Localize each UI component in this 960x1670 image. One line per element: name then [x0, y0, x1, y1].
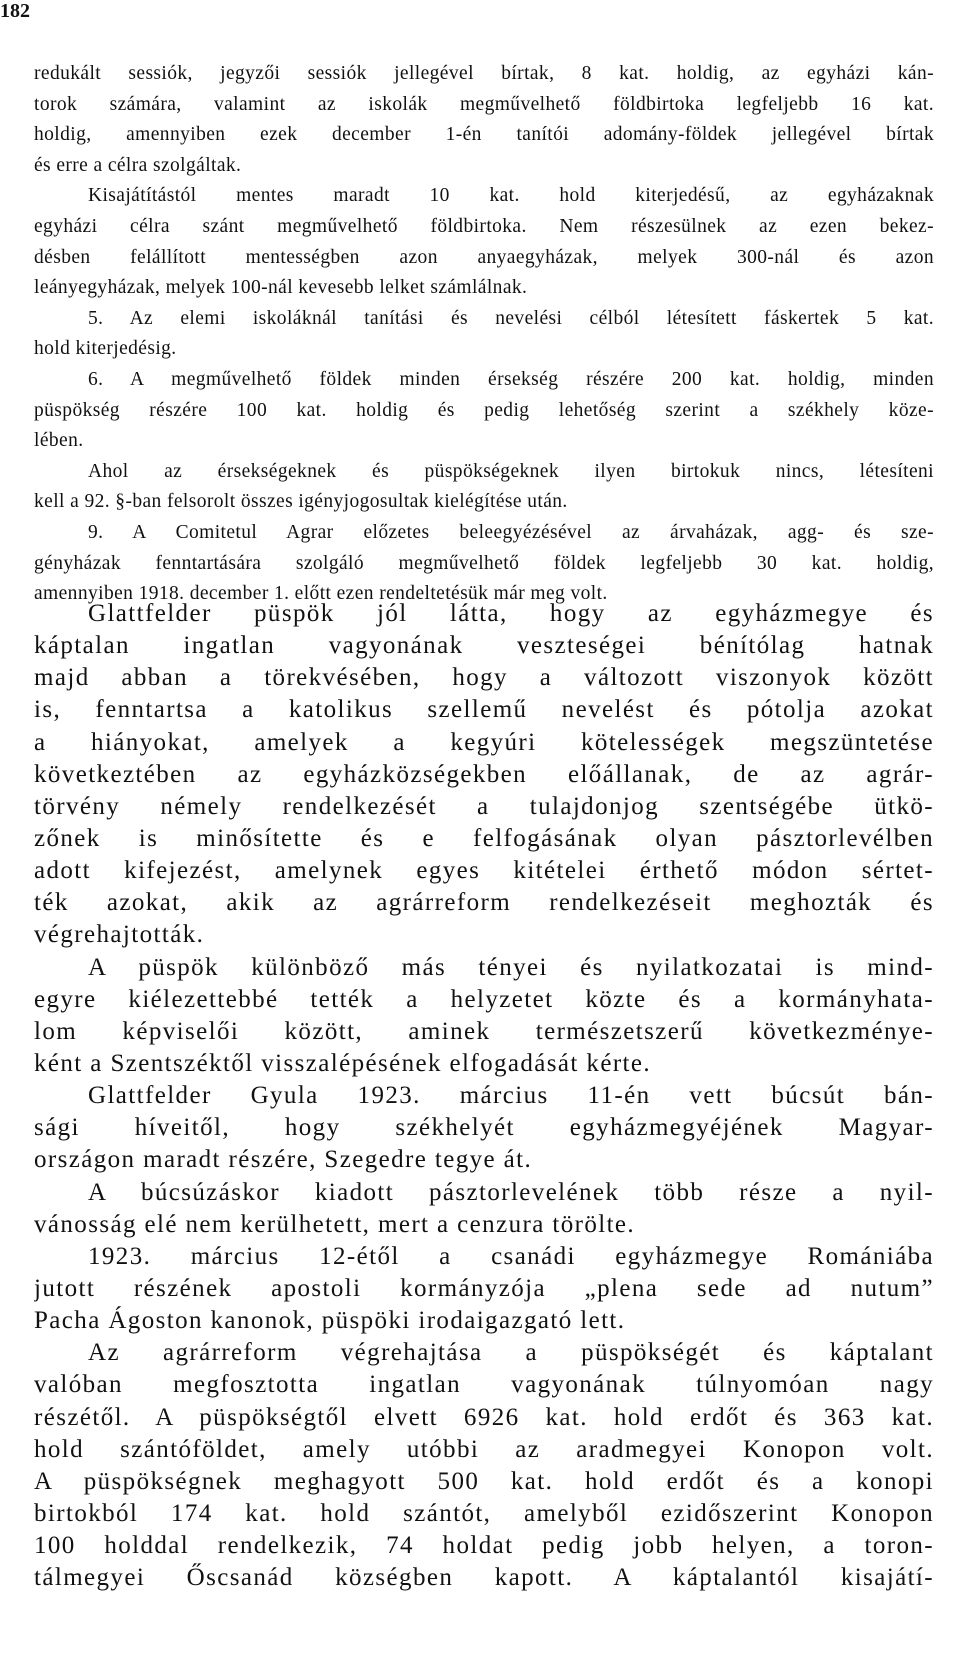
text-line: is, fenntartsa a katolikus szellemű nevelést és pótolja azokat: [34, 696, 934, 724]
text-line: amennyiben 1918. december 1. előtt ezen rendeltetésük már meg volt.: [34, 583, 608, 605]
text-line: Glattfelder Gyula 1923. március 11-én vett búcsút bán-: [88, 1082, 934, 1110]
text-line: káptalan ingatlan vagyonának veszteségei bénítólag hatnak: [34, 632, 934, 660]
text-line: A püspök különböző más tényei és nyilatkozatai is mind-: [88, 953, 934, 981]
text-line: zőnek is minősítette és e felfogásának olyan pásztorlevélben: [34, 824, 934, 852]
text-line: 5. Az elemi iskoláknál tanítási és nevelési célból létesített fáskertek 5 kat.: [88, 307, 934, 329]
text-line: egyre kiélezettebbé tették a helyzetet közte és a kormányhata-: [34, 985, 934, 1013]
text-line: valóban megfosztotta ingatlan vagyonának túlnyomóan nagy: [34, 1371, 934, 1399]
text-line: vánosság elé nem kerülhetett, mert a cenzura törölte.: [34, 1210, 636, 1238]
text-line: holdig, amennyiben ezek december 1-én tanítói adomány-földek jellegével bírtak: [34, 124, 934, 146]
text-line: lében.: [34, 430, 84, 452]
text-line: lom képviselői között, aminek természetszerű következménye-: [34, 1017, 934, 1045]
text-line: ték azokat, akik az agrárreform rendelkezéseit meghozták és: [34, 889, 934, 917]
text-line: 1923. március 12-étől a csanádi egyházmegye Romániába: [88, 1242, 934, 1270]
text-line: leányegyházak, melyek 100-nál kevesebb lelket számlálnak.: [34, 277, 528, 299]
text-line: ként a Szentszéktől visszalépésének elfogadását kérte.: [34, 1049, 652, 1077]
text-line: 6. A megművelhető földek minden érsekség részére 200 kat. holdig, minden: [88, 368, 934, 390]
text-line: gényházak fenntartására szolgáló megművelhető földek legfeljebb 30 kat. holdig,: [34, 552, 934, 574]
text-line: Az agrárreform végrehajtása a püspökségét és káptalant: [88, 1339, 934, 1367]
text-line: redukált sessiók, jegyzői sessiók jellegével bírtak, 8 kat. holdig, az egyházi kán-: [34, 63, 934, 84]
text-line: püspökség részére 100 kat. holdig és pedig lehetőség szerint a székhely köze-: [34, 399, 934, 421]
text-line: törvény némely rendelkezését a tulajdonjog szentségébe ütkö-: [34, 792, 934, 820]
text-line: tálmegyei Őscsanád községben kapott. A káptalantól kisajátí-: [34, 1564, 934, 1592]
text-line: hold szántóföldet, amely utóbbi az aradmegyei Konopon volt.: [34, 1435, 934, 1463]
text-line: A püspökségnek meghagyott 500 kat. hold erdőt és a konopi: [34, 1467, 934, 1495]
text-line: Ahol az érsekségeknek és püspökségeknek ilyen birtokuk nincs, létesíteni: [88, 460, 934, 482]
text-line: 9. A Comitetul Agrar előzetes beleegyézésével az árvaházak, agg- és sze-: [88, 521, 934, 543]
text-line: a hiányokat, amelyek a kegyúri kötelességek megszüntetése: [34, 728, 934, 756]
text-line: torok számára, valamint az iskolák megművelhető földbirtoka legfeljebb 16 kat.: [34, 93, 934, 115]
page-number: 182: [0, 0, 30, 22]
text-line: majd abban a törekvésében, hogy a változott viszonyok között: [34, 664, 934, 692]
text-line: részétől. A püspökségtől elvett 6926 kat. hold erdőt és 363 kat.: [34, 1403, 934, 1431]
text-line: désben felállított mentességben azon anyaegyházak, melyek 300-nál és azon: [34, 246, 934, 268]
text-line: sági híveitől, hogy székhelyét egyházmegyéjének Magyar-: [34, 1114, 934, 1142]
legal-excerpt-text: [34, 59, 934, 610]
text-line: következtében az egyházközségekben előállanak, de az agrár-: [34, 760, 934, 788]
text-line: kell a 92. §-ban felsorolt összes igényjogosultak kielégítése után.: [34, 491, 568, 513]
text-line: birtokból 174 kat. hold szántót, amelyből ezidőszerint Konopon: [34, 1499, 934, 1527]
text-line: egyházi célra szánt megművelhető földbirtoka. Nem részesülnek az ezen bekez-: [34, 215, 934, 237]
text-line: jutott részének apostoli kormányzója „plena sede ad nutum”: [34, 1274, 934, 1302]
text-line: országon maradt részére, Szegedre tegye át.: [34, 1146, 533, 1174]
text-line: Glattfelder püspök jól látta, hogy az egyházmegye és: [88, 600, 934, 627]
text-line: A búcsúzáskor kiadott pásztorlevelének több része a nyil-: [88, 1178, 934, 1206]
text-line: adott kifejezést, amelynek egyes kitételei érthető módon sértet-: [34, 857, 934, 885]
text-line: végrehajtották.: [34, 921, 205, 949]
text-line: hold kiterjedésig.: [34, 338, 177, 360]
text-line: Kisajátítástól mentes maradt 10 kat. hold kiterjedésű, az egyházaknak: [88, 185, 934, 207]
text-line: Pacha Ágoston kanonok, püspöki irodaigazgató lett.: [34, 1307, 626, 1335]
body-text: [34, 598, 934, 1594]
text-line: és erre a célra szolgáltak.: [34, 154, 242, 176]
text-line: 100 holddal rendelkezik, 74 holdat pedig jobb helyen, a toron-: [34, 1532, 934, 1560]
